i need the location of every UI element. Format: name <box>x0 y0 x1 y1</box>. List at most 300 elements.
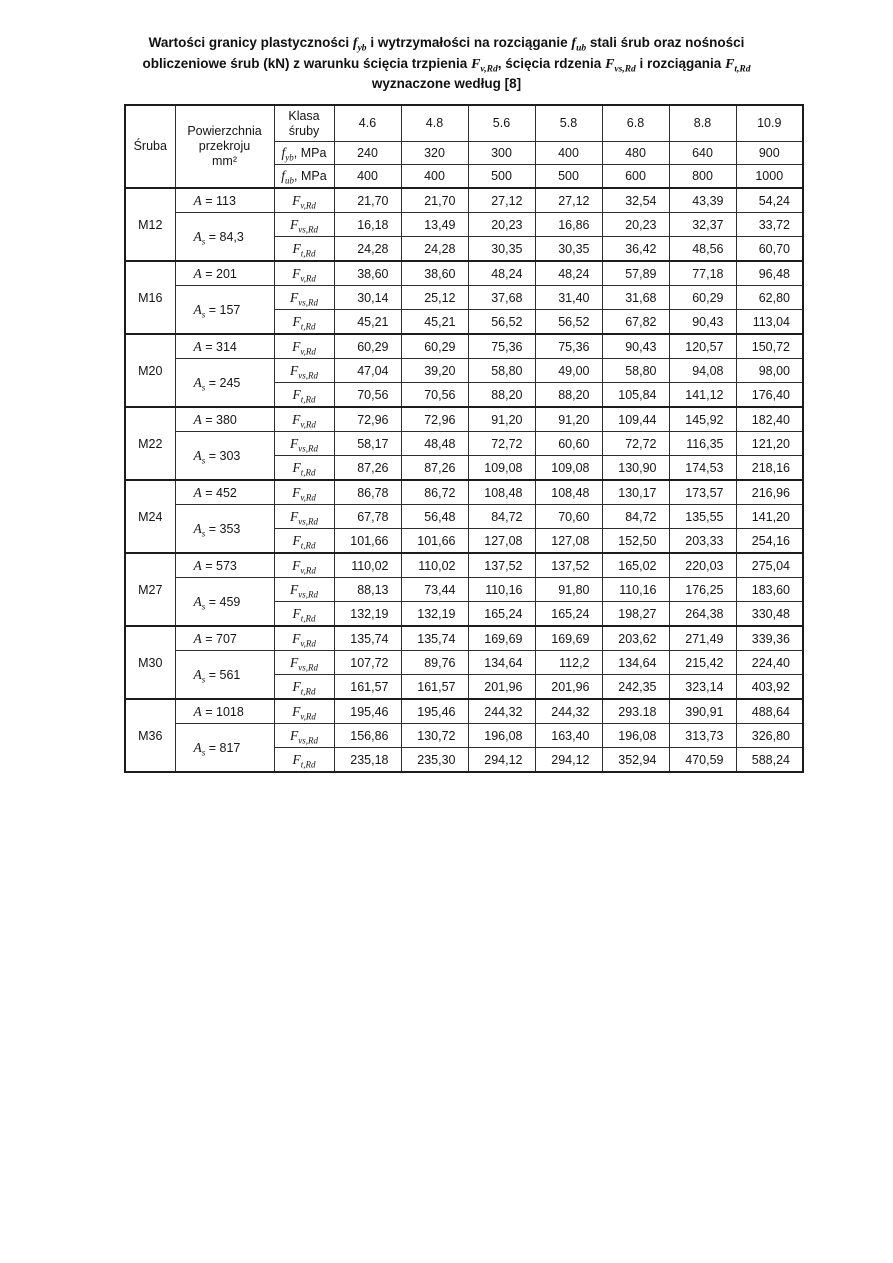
area-gross <box>175 188 274 213</box>
capacity-value: 110,02 <box>401 553 468 578</box>
force-symbol: F <box>290 289 299 305</box>
header-class: 10.9 <box>736 105 803 142</box>
bolt-size: M20 <box>125 334 175 407</box>
force-symbol: F <box>292 240 301 256</box>
force-label <box>274 651 334 675</box>
capacity-value: 174,53 <box>669 456 736 481</box>
area-as-subscript: s <box>201 382 206 392</box>
capacity-value: 101,66 <box>334 529 401 554</box>
table-row <box>125 261 803 286</box>
force-label <box>274 529 334 554</box>
force-symbol: F <box>290 581 299 597</box>
area-a-symbol: A <box>193 338 202 354</box>
capacity-value: 145,92 <box>669 407 736 432</box>
capacity-value: 36,42 <box>602 237 669 262</box>
capacity-value: 54,24 <box>736 188 803 213</box>
title-text: i wytrzymałości na rozciąganie <box>366 35 572 50</box>
title-symbol: F <box>471 56 481 72</box>
capacity-value: 56,48 <box>401 505 468 529</box>
capacity-value: 88,20 <box>535 383 602 408</box>
force-subscript: t,Rd <box>300 759 316 769</box>
capacity-value: 182,40 <box>736 407 803 432</box>
area-a-text: = 380 <box>201 412 237 427</box>
area-as-symbol: A <box>193 228 202 244</box>
capacity-value: 67,82 <box>602 310 669 335</box>
area-a-text: = 113 <box>201 193 236 208</box>
area-stress <box>175 213 274 262</box>
capacity-value: 87,26 <box>334 456 401 481</box>
area-stress <box>175 359 274 408</box>
capacity-value: 58,17 <box>334 432 401 456</box>
area-as-text: = 245 <box>205 375 241 390</box>
header-class: 6.8 <box>602 105 669 142</box>
force-subscript: vs,Rd <box>298 370 318 380</box>
capacity-value: 137,52 <box>535 553 602 578</box>
capacity-value: 130,17 <box>602 480 669 505</box>
force-label <box>274 480 334 505</box>
title-subscript: yb <box>357 43 367 54</box>
force-subscript: v,Rd <box>300 419 316 429</box>
force-subscript: vs,Rd <box>298 662 318 672</box>
table-row <box>125 286 803 310</box>
bolt-size: M30 <box>125 626 175 699</box>
capacity-value: 60,29 <box>669 286 736 310</box>
force-symbol: F <box>292 703 301 719</box>
capacity-value: 47,04 <box>334 359 401 383</box>
force-label <box>274 359 334 383</box>
capacity-value: 70,60 <box>535 505 602 529</box>
force-symbol: F <box>292 678 301 694</box>
capacity-value: 91,20 <box>535 407 602 432</box>
area-as-symbol: A <box>193 374 202 390</box>
capacity-value: 215,42 <box>669 651 736 675</box>
area-stress <box>175 724 274 773</box>
area-gross <box>175 261 274 286</box>
force-symbol: F <box>292 411 301 427</box>
force-subscript: vs,Rd <box>298 516 318 526</box>
fub-subscript: ub <box>285 175 295 186</box>
force-symbol: F <box>292 338 301 354</box>
capacity-value: 27,12 <box>535 188 602 213</box>
fyb-value: 480 <box>602 142 669 165</box>
capacity-value: 73,44 <box>401 578 468 602</box>
area-a-text: = 201 <box>201 266 237 281</box>
bolt-size: M27 <box>125 553 175 626</box>
area-as-subscript: s <box>201 601 206 611</box>
area-stress <box>175 578 274 627</box>
area-a-symbol: A <box>193 484 202 500</box>
capacity-value: 89,76 <box>401 651 468 675</box>
force-label <box>274 310 334 335</box>
capacity-value: 326,80 <box>736 724 803 748</box>
capacity-value: 127,08 <box>468 529 535 554</box>
force-subscript: vs,Rd <box>298 589 318 599</box>
bolt-size: M16 <box>125 261 175 334</box>
table-row <box>125 334 803 359</box>
table-row <box>125 359 803 383</box>
capacity-value: 72,96 <box>401 407 468 432</box>
area-a-text: = 573 <box>201 558 237 573</box>
capacity-value: 48,24 <box>468 261 535 286</box>
capacity-value: 313,73 <box>669 724 736 748</box>
area-gross <box>175 407 274 432</box>
capacity-value: 60,70 <box>736 237 803 262</box>
area-as-subscript: s <box>201 674 206 684</box>
title-text: stali śrub oraz nośności <box>586 35 745 50</box>
force-label <box>274 456 334 481</box>
capacity-value: 254,16 <box>736 529 803 554</box>
area-as-symbol: A <box>193 666 202 682</box>
capacity-value: 242,35 <box>602 675 669 700</box>
header-class: 4.8 <box>401 105 468 142</box>
bolt-size: M24 <box>125 480 175 553</box>
force-symbol: F <box>290 727 299 743</box>
capacity-value: 244,32 <box>468 699 535 724</box>
force-subscript: t,Rd <box>300 540 316 550</box>
capacity-value: 45,21 <box>334 310 401 335</box>
capacity-value: 165,24 <box>468 602 535 627</box>
capacity-value: 216,96 <box>736 480 803 505</box>
table-row <box>125 480 803 505</box>
capacity-value: 30,35 <box>468 237 535 262</box>
fub-value: 400 <box>334 165 401 189</box>
capacity-value: 31,40 <box>535 286 602 310</box>
force-label <box>274 213 334 237</box>
force-label <box>274 383 334 408</box>
force-subscript: t,Rd <box>300 394 316 404</box>
capacity-value: 20,23 <box>468 213 535 237</box>
capacity-value: 38,60 <box>334 261 401 286</box>
capacity-value: 161,57 <box>401 675 468 700</box>
capacity-value: 116,35 <box>669 432 736 456</box>
capacity-value: 339,36 <box>736 626 803 651</box>
capacity-value: 33,72 <box>736 213 803 237</box>
capacity-value: 293.18 <box>602 699 669 724</box>
title-symbol: f <box>352 36 358 51</box>
area-as-symbol: A <box>193 520 202 536</box>
force-symbol: F <box>292 557 301 573</box>
area-as-subscript: s <box>201 309 206 319</box>
area-as-text: = 157 <box>205 302 241 317</box>
capacity-value: 75,36 <box>535 334 602 359</box>
area-as-text: = 817 <box>205 740 241 755</box>
capacity-value: 294,12 <box>468 748 535 773</box>
capacity-value: 264,38 <box>669 602 736 627</box>
capacity-value: 60,29 <box>334 334 401 359</box>
force-symbol: F <box>292 192 301 208</box>
fub-value: 800 <box>669 165 736 189</box>
area-stress <box>175 505 274 554</box>
area-as-subscript: s <box>201 455 206 465</box>
capacity-value: 84,72 <box>602 505 669 529</box>
capacity-value: 84,72 <box>468 505 535 529</box>
title-text: i rozciągania <box>635 55 726 71</box>
fub-value: 400 <box>401 165 468 189</box>
area-gross <box>175 699 274 724</box>
capacity-value: 67,78 <box>334 505 401 529</box>
capacity-value: 109,08 <box>468 456 535 481</box>
capacity-value: 108,48 <box>468 480 535 505</box>
area-gross <box>175 480 274 505</box>
force-subscript: v,Rd <box>300 200 316 210</box>
capacity-value: 62,80 <box>736 286 803 310</box>
force-subscript: vs,Rd <box>298 735 318 745</box>
force-label <box>274 505 334 529</box>
capacity-value: 98,00 <box>736 359 803 383</box>
capacity-value: 86,78 <box>334 480 401 505</box>
force-label <box>274 261 334 286</box>
capacity-value: 27,12 <box>468 188 535 213</box>
fub-value: 500 <box>535 165 602 189</box>
table-row <box>125 626 803 651</box>
table-row <box>125 407 803 432</box>
title-subscript: t,Rd <box>734 64 751 75</box>
force-subscript: vs,Rd <box>298 297 318 307</box>
capacity-value: 48,48 <box>401 432 468 456</box>
capacity-value: 176,25 <box>669 578 736 602</box>
fyb-symbol: f <box>281 145 286 160</box>
fub-value: 600 <box>602 165 669 189</box>
capacity-value: 16,18 <box>334 213 401 237</box>
area-as-text: = 561 <box>205 667 241 682</box>
title-subscript: vs,Rd <box>614 64 636 75</box>
capacity-value: 32,54 <box>602 188 669 213</box>
table-row <box>125 724 803 748</box>
title-text: obliczeniowe śrub (kN) z warunku ścięcia trzpienia <box>142 55 472 71</box>
capacity-value: 130,90 <box>602 456 669 481</box>
header-sruba: Śruba <box>125 105 175 188</box>
capacity-value: 121,20 <box>736 432 803 456</box>
area-a-symbol: A <box>193 703 202 719</box>
capacity-value: 195,46 <box>334 699 401 724</box>
capacity-value: 134,64 <box>468 651 535 675</box>
document-title <box>67 33 827 94</box>
capacity-value: 352,94 <box>602 748 669 773</box>
table-row <box>125 213 803 237</box>
area-a-text: = 707 <box>201 631 237 646</box>
capacity-value: 77,18 <box>669 261 736 286</box>
force-symbol: F <box>292 751 301 767</box>
force-label <box>274 432 334 456</box>
capacity-value: 109,44 <box>602 407 669 432</box>
force-symbol: F <box>290 435 299 451</box>
area-as-symbol: A <box>193 301 202 317</box>
capacity-value: 58,80 <box>602 359 669 383</box>
capacity-value: 235,18 <box>334 748 401 773</box>
capacity-value: 156,86 <box>334 724 401 748</box>
table-row <box>125 578 803 602</box>
force-label <box>274 748 334 773</box>
capacity-value: 39,20 <box>401 359 468 383</box>
capacity-value: 91,80 <box>535 578 602 602</box>
header-klasa-sruby: Klasa śruby <box>274 105 334 142</box>
area-as-text: = 84,3 <box>205 229 244 244</box>
capacity-value: 24,28 <box>334 237 401 262</box>
capacity-value: 130,72 <box>401 724 468 748</box>
force-symbol: F <box>290 508 299 524</box>
capacity-value: 60,60 <box>535 432 602 456</box>
table-row <box>125 188 803 213</box>
fyb-value: 640 <box>669 142 736 165</box>
capacity-value: 91,20 <box>468 407 535 432</box>
capacity-value: 169,69 <box>535 626 602 651</box>
capacity-value: 294,12 <box>535 748 602 773</box>
area-as-subscript: s <box>201 747 206 757</box>
bolt-capacity-table <box>124 104 804 773</box>
force-subscript: v,Rd <box>300 273 316 283</box>
area-as-text: = 459 <box>205 594 241 609</box>
capacity-value: 56,52 <box>468 310 535 335</box>
capacity-value: 70,56 <box>401 383 468 408</box>
fyb-subscript: yb <box>285 152 294 163</box>
capacity-value: 323,14 <box>669 675 736 700</box>
fub-text: , MPa <box>294 169 327 183</box>
area-gross <box>175 334 274 359</box>
capacity-value: 25,12 <box>401 286 468 310</box>
bolt-size: M36 <box>125 699 175 772</box>
capacity-value: 120,57 <box>669 334 736 359</box>
force-label <box>274 724 334 748</box>
area-stress <box>175 286 274 335</box>
capacity-value: 60,29 <box>401 334 468 359</box>
area-a-text: = 1018 <box>201 704 244 719</box>
header-powierzchnia: Powierzchnia przekroju mm² <box>175 105 274 188</box>
capacity-value: 21,70 <box>401 188 468 213</box>
capacity-value: 16,86 <box>535 213 602 237</box>
capacity-value: 176,40 <box>736 383 803 408</box>
capacity-value: 165,02 <box>602 553 669 578</box>
force-label <box>274 237 334 262</box>
capacity-value: 72,72 <box>602 432 669 456</box>
capacity-value: 110,16 <box>602 578 669 602</box>
title-subscript: v,Rd <box>480 64 498 75</box>
force-label <box>274 286 334 310</box>
force-symbol: F <box>292 484 301 500</box>
area-a-symbol: A <box>193 411 202 427</box>
capacity-value: 271,49 <box>669 626 736 651</box>
capacity-value: 152,50 <box>602 529 669 554</box>
capacity-value: 141,12 <box>669 383 736 408</box>
title-text: wyznaczone według [8] <box>371 76 522 91</box>
capacity-value: 169,69 <box>468 626 535 651</box>
bolt-size: M22 <box>125 407 175 480</box>
force-label <box>274 553 334 578</box>
fub-value: 1000 <box>736 165 803 189</box>
area-as-text: = 353 <box>205 521 241 536</box>
capacity-value: 94,08 <box>669 359 736 383</box>
force-subscript: vs,Rd <box>298 443 318 453</box>
capacity-value: 132,19 <box>401 602 468 627</box>
area-a-text: = 314 <box>201 339 237 354</box>
area-as-symbol: A <box>193 447 202 463</box>
force-subscript: v,Rd <box>300 638 316 648</box>
force-subscript: v,Rd <box>300 565 316 575</box>
area-a-symbol: A <box>193 265 202 281</box>
capacity-value: 43,39 <box>669 188 736 213</box>
capacity-value: 218,16 <box>736 456 803 481</box>
capacity-value: 48,24 <box>535 261 602 286</box>
capacity-value: 196,08 <box>602 724 669 748</box>
title-subscript: ub <box>576 43 587 54</box>
force-subscript: t,Rd <box>300 248 316 258</box>
capacity-value: 201,96 <box>535 675 602 700</box>
capacity-value: 470,59 <box>669 748 736 773</box>
fyb-value: 900 <box>736 142 803 165</box>
header-class: 5.6 <box>468 105 535 142</box>
force-subscript: v,Rd <box>300 346 316 356</box>
capacity-value: 37,68 <box>468 286 535 310</box>
capacity-value: 150,72 <box>736 334 803 359</box>
area-as-text: = 303 <box>205 448 241 463</box>
capacity-value: 220,03 <box>669 553 736 578</box>
force-symbol: F <box>292 459 301 475</box>
capacity-value: 96,48 <box>736 261 803 286</box>
fyb-text: , MPa <box>293 146 327 160</box>
area-as-symbol: A <box>193 593 202 609</box>
capacity-value: 112,2 <box>535 651 602 675</box>
force-symbol: F <box>290 654 299 670</box>
capacity-value: 57,89 <box>602 261 669 286</box>
capacity-value: 163,40 <box>535 724 602 748</box>
table-row <box>125 553 803 578</box>
area-a-symbol: A <box>193 192 202 208</box>
title-text: Wartości granicy plastyczności <box>148 35 353 50</box>
capacity-value: 30,14 <box>334 286 401 310</box>
capacity-value: 135,74 <box>401 626 468 651</box>
force-symbol: F <box>292 386 301 402</box>
header-class: 5.8 <box>535 105 602 142</box>
capacity-value: 70,56 <box>334 383 401 408</box>
capacity-value: 195,46 <box>401 699 468 724</box>
force-subscript: t,Rd <box>300 686 316 696</box>
title-symbol: F <box>725 56 735 72</box>
header-class: 8.8 <box>669 105 736 142</box>
force-symbol: F <box>290 216 299 232</box>
capacity-value: 173,57 <box>669 480 736 505</box>
area-a-symbol: A <box>193 630 202 646</box>
title-symbol: f <box>571 36 577 51</box>
area-a-symbol: A <box>193 557 202 573</box>
area-gross <box>175 553 274 578</box>
force-label <box>274 334 334 359</box>
area-as-symbol: A <box>193 739 202 755</box>
force-label <box>274 699 334 724</box>
capacity-value: 244,32 <box>535 699 602 724</box>
capacity-value: 203,33 <box>669 529 736 554</box>
capacity-value: 105,84 <box>602 383 669 408</box>
area-stress <box>175 432 274 481</box>
capacity-value: 13,49 <box>401 213 468 237</box>
force-label <box>274 188 334 213</box>
capacity-value: 135,55 <box>669 505 736 529</box>
capacity-value: 134,64 <box>602 651 669 675</box>
capacity-value: 135,74 <box>334 626 401 651</box>
force-subscript: t,Rd <box>300 321 316 331</box>
force-subscript: t,Rd <box>300 467 316 477</box>
table-row <box>125 699 803 724</box>
force-symbol: F <box>292 313 301 329</box>
capacity-value: 21,70 <box>334 188 401 213</box>
capacity-value: 110,16 <box>468 578 535 602</box>
fyb-value: 400 <box>535 142 602 165</box>
capacity-value: 110,02 <box>334 553 401 578</box>
capacity-value: 88,20 <box>468 383 535 408</box>
capacity-value: 101,66 <box>401 529 468 554</box>
capacity-value: 588,24 <box>736 748 803 773</box>
capacity-value: 137,52 <box>468 553 535 578</box>
capacity-value: 87,26 <box>401 456 468 481</box>
force-subscript: t,Rd <box>300 613 316 623</box>
